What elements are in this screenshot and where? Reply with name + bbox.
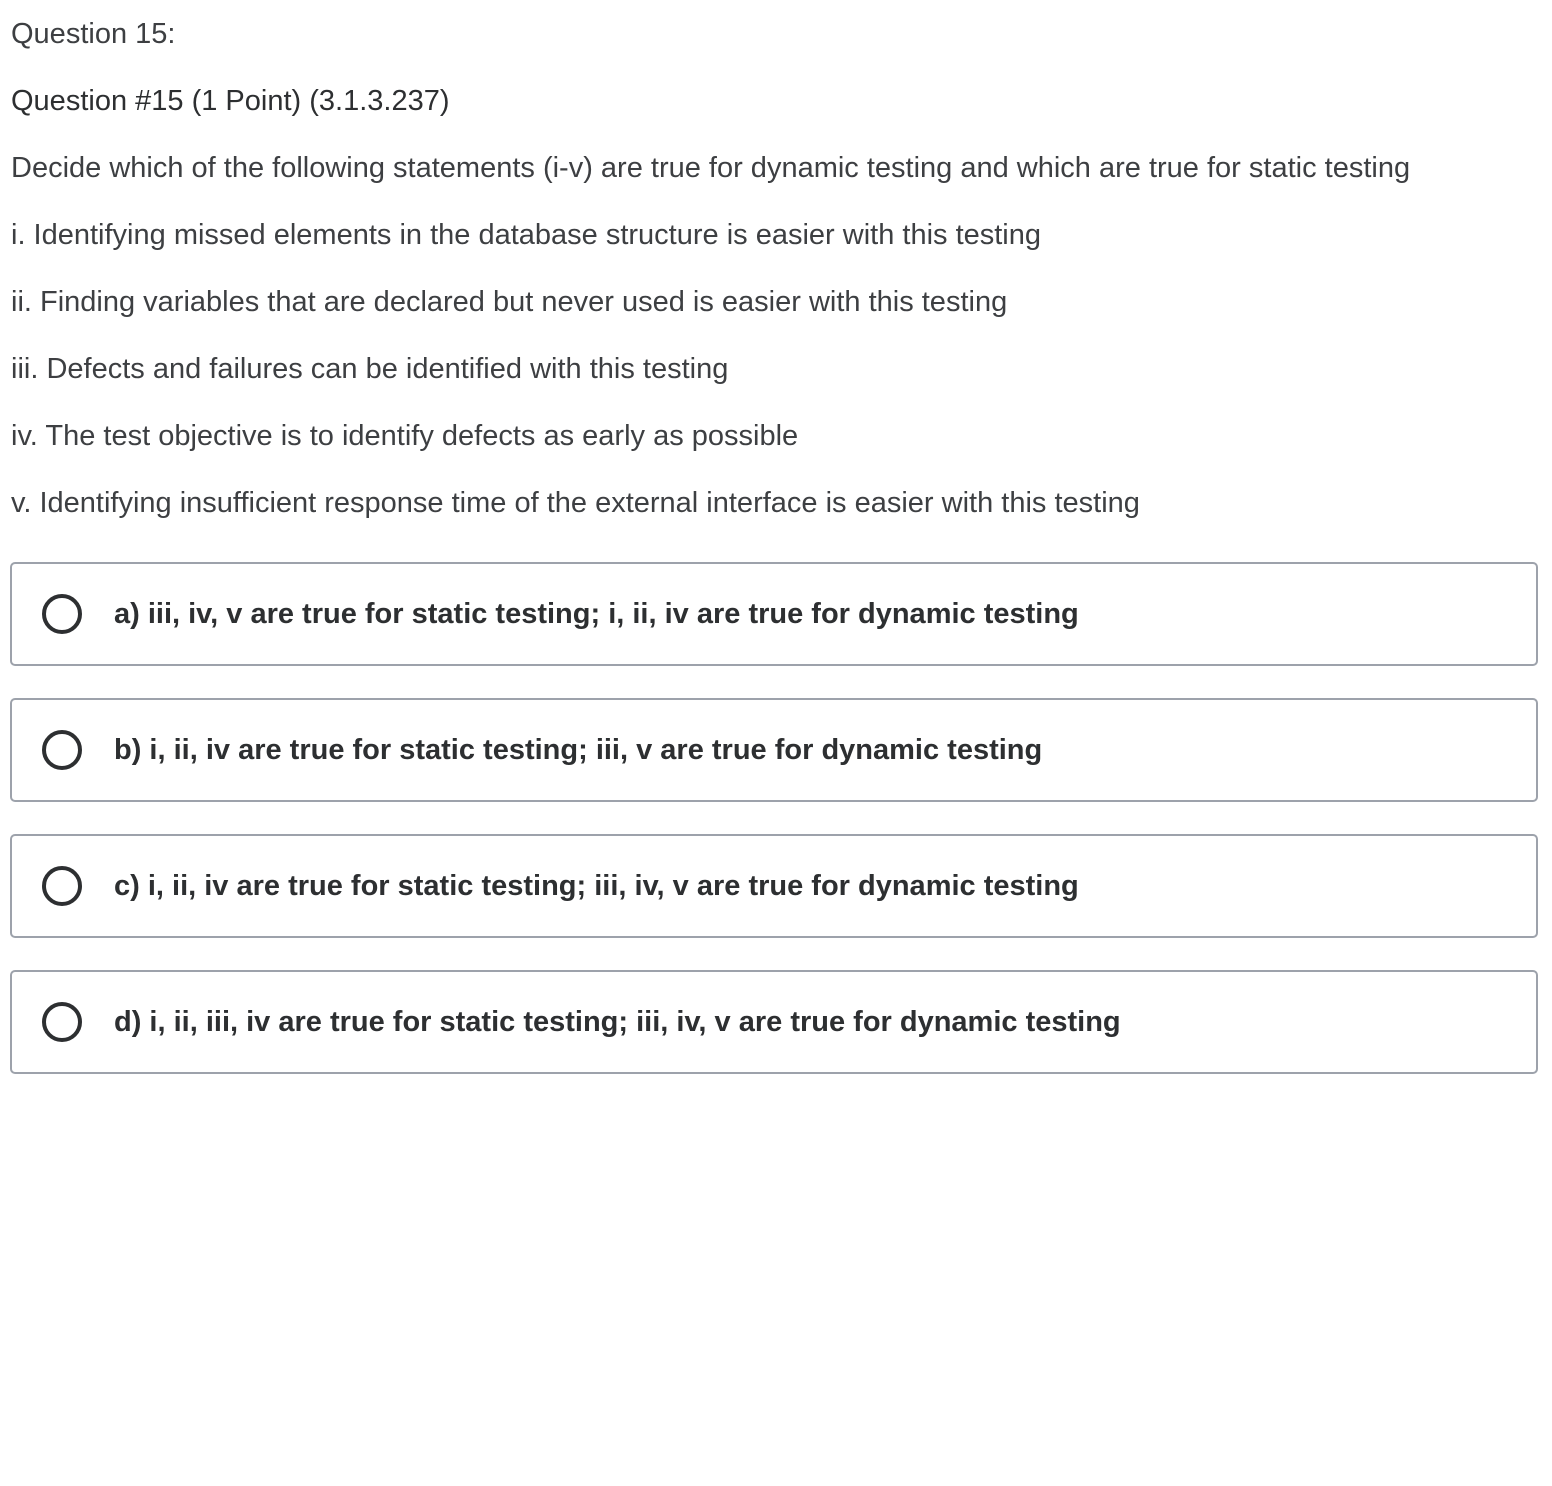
radio-button-icon[interactable] bbox=[42, 1002, 82, 1042]
question-title: Question #15 (1 Point) (3.1.3.237) bbox=[11, 85, 450, 117]
answer-option-b[interactable] bbox=[10, 698, 1538, 802]
statement-ii: ii. Finding variables that are declared but never used is easier with this testing bbox=[11, 286, 1008, 318]
answer-option-label: a) iii, iv, v are true for static testing; i, ii, iv are true for dynamic testing bbox=[114, 598, 1079, 630]
statement-i: i. Identifying missed elements in the database structure is easier with this testing bbox=[11, 219, 1042, 251]
radio-button-icon[interactable] bbox=[42, 730, 82, 770]
statement-iii: iii. Defects and failures can be identified with this testing bbox=[11, 353, 729, 385]
answer-options bbox=[10, 562, 1538, 1106]
statement-iv: iv. The test objective is to identify defects as early as possible bbox=[11, 420, 799, 452]
statement-list bbox=[11, 219, 1538, 519]
answer-option-d[interactable] bbox=[10, 970, 1538, 1074]
statement-v: v. Identifying insufficient response time of the external interface is easier with this testing bbox=[11, 487, 1140, 519]
question-stem: Decide which of the following statements (i-v) are true for dynamic testing and which are true for static testing bbox=[11, 152, 1411, 184]
answer-option-label: b) i, ii, iv are true for static testing; iii, v are true for dynamic testing bbox=[114, 734, 1043, 766]
answer-option-label: c) i, ii, iv are true for static testing; iii, iv, v are true for dynamic testing bbox=[114, 870, 1079, 902]
answer-option-c[interactable] bbox=[10, 834, 1538, 938]
radio-button-icon[interactable] bbox=[42, 594, 82, 634]
answer-option-label: d) i, ii, iii, iv are true for static testing; iii, iv, v are true for dynamic testing bbox=[114, 1006, 1121, 1038]
answer-option-a[interactable] bbox=[10, 562, 1538, 666]
radio-button-icon[interactable] bbox=[42, 866, 82, 906]
question-number: Question 15: bbox=[11, 18, 176, 50]
